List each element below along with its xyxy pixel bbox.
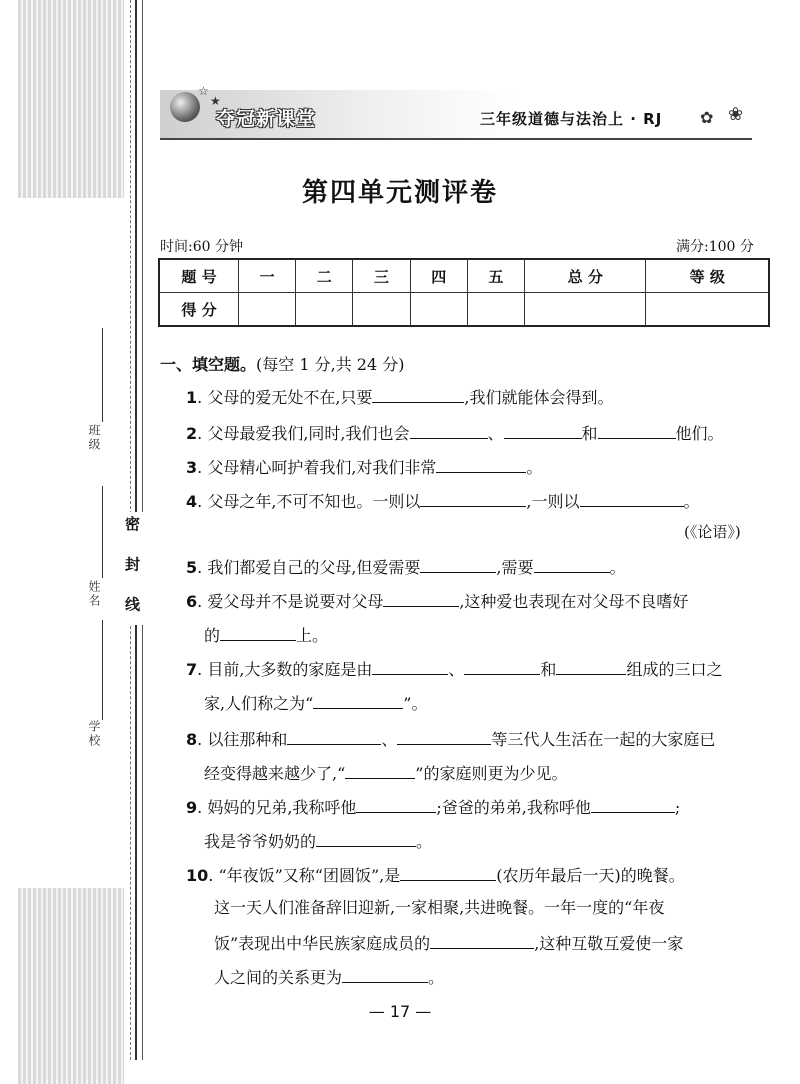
school-label: 学校 xyxy=(87,720,101,748)
question-text: . 爱父母并不是说要对父母 xyxy=(197,592,384,611)
question-number: 8 xyxy=(186,730,198,749)
score-input-cell[interactable] xyxy=(646,293,769,327)
question-text: 我是爷爷奶奶的 xyxy=(204,832,317,851)
school-field-line[interactable] xyxy=(102,620,103,720)
question-text: (农历年最后一天)的晚餐。 xyxy=(496,866,685,885)
question-text: 、 xyxy=(381,730,398,749)
answer-blank[interactable] xyxy=(372,658,448,675)
question-text: 。 xyxy=(428,968,445,987)
question-10 xyxy=(186,864,685,886)
subject-label: 三年级道德与法治上 · RJ xyxy=(480,110,663,128)
question-text: 饭”表现出中华民族家庭成员的 xyxy=(214,934,431,953)
question-text: 。 xyxy=(683,492,700,511)
butterfly-icon: ✿ xyxy=(700,108,714,127)
score-input-cell[interactable] xyxy=(296,293,353,327)
table-cell: 总 分 xyxy=(525,259,646,293)
score-input-cell[interactable] xyxy=(525,293,646,327)
question-10-cont-1: 这一天人们准备辞旧迎新,一家相聚,共进晚餐。一年一度的“年夜 xyxy=(214,898,665,917)
question-6-cont xyxy=(204,624,328,646)
full-score: 满分:100 分 xyxy=(676,239,754,255)
question-text: 组成的三口之 xyxy=(626,660,723,679)
question-number: 1 xyxy=(186,388,198,407)
answer-blank[interactable] xyxy=(534,556,610,573)
question-4 xyxy=(186,490,700,512)
table-cell: 五 xyxy=(467,259,524,293)
question-number: 4 xyxy=(186,492,198,511)
question-text: ,我们就能体会得到。 xyxy=(464,388,614,407)
question-text: 。 xyxy=(526,458,543,477)
question-text: ,一则以 xyxy=(526,492,580,511)
table-cell: 题 号 xyxy=(159,259,239,293)
answer-blank[interactable] xyxy=(342,966,428,983)
question-number: 6 xyxy=(186,592,198,611)
question-text: ”。 xyxy=(403,694,428,713)
question-10-cont-3 xyxy=(214,966,444,988)
star-icon: ★ xyxy=(210,94,221,108)
question-number: 3 xyxy=(186,458,198,477)
question-1 xyxy=(186,386,614,408)
question-text: . 父母最爱我们,同时,我们也会 xyxy=(197,424,410,443)
question-text: 。 xyxy=(609,558,626,577)
question-8-cont xyxy=(204,762,567,784)
question-5 xyxy=(186,556,626,578)
answer-blank[interactable] xyxy=(598,422,676,439)
section-heading xyxy=(160,352,404,375)
answer-blank[interactable] xyxy=(591,796,675,813)
question-text: 和 xyxy=(581,424,598,443)
answer-blank[interactable] xyxy=(313,692,403,709)
answer-blank[interactable] xyxy=(580,490,684,507)
brand-title: 夺冠新课堂 xyxy=(216,108,317,130)
answer-blank[interactable] xyxy=(220,624,296,641)
answer-blank[interactable] xyxy=(316,830,416,847)
question-text: 经变得越来越少了,“ xyxy=(204,764,346,783)
question-9-cont xyxy=(204,830,432,852)
question-6 xyxy=(186,590,688,612)
star-icon: ☆ xyxy=(198,84,209,98)
score-input-cell[interactable] xyxy=(467,293,524,327)
answer-blank[interactable] xyxy=(464,658,540,675)
question-text: ”的家庭则更为少见。 xyxy=(415,764,568,783)
question-text: 人之间的关系更为 xyxy=(214,968,343,987)
score-input-cell[interactable] xyxy=(410,293,467,327)
question-text: . 父母精心呵护着我们,对我们非常 xyxy=(197,458,437,477)
question-number: 9 xyxy=(186,798,198,817)
question-text: 的 xyxy=(204,626,221,645)
question-text: 上。 xyxy=(296,626,329,645)
table-cell: 等 级 xyxy=(646,259,769,293)
question-text: 和 xyxy=(540,660,557,679)
question-text: 。 xyxy=(416,832,433,851)
answer-blank[interactable] xyxy=(410,422,488,439)
question-text: . 妈妈的兄弟,我称呼他 xyxy=(197,798,357,817)
question-text: . 父母之年,不可不知也。一则以 xyxy=(197,492,421,511)
question-9 xyxy=(186,796,680,818)
answer-blank[interactable] xyxy=(356,796,436,813)
name-field-line[interactable] xyxy=(102,486,103,578)
question-text: . 我们都爱自己的父母,但爱需要 xyxy=(197,558,421,577)
binding-stripes-top xyxy=(18,0,124,198)
class-label: 班级 xyxy=(87,424,101,452)
score-table xyxy=(158,258,770,327)
answer-blank[interactable] xyxy=(287,728,381,745)
question-7 xyxy=(186,658,722,680)
question-number: 5 xyxy=(186,558,198,577)
question-text: ,这种爱也表现在对父母不良嗜好 xyxy=(459,592,689,611)
question-text: ,这种互敬互爱使一家 xyxy=(534,934,684,953)
table-cell: 三 xyxy=(353,259,410,293)
question-text: ; xyxy=(674,798,681,817)
question-text: 、 xyxy=(448,660,465,679)
table-cell: 二 xyxy=(296,259,353,293)
score-table-header-row xyxy=(159,259,769,293)
question-text: 、 xyxy=(487,424,504,443)
score-input-cell[interactable] xyxy=(239,293,296,327)
answer-blank[interactable] xyxy=(504,422,582,439)
question-text: ,需要 xyxy=(496,558,534,577)
binding-stripes-bottom xyxy=(18,888,124,1084)
section-points: (每空 1 分,共 24 分) xyxy=(256,355,405,374)
question-text: . 目前,大多数的家庭是由 xyxy=(197,660,373,679)
question-number: 7 xyxy=(186,660,198,679)
question-text: 他们。 xyxy=(675,424,724,443)
question-text: . 以往那种和 xyxy=(197,730,288,749)
question-3 xyxy=(186,456,542,478)
question-2 xyxy=(186,422,724,444)
question-text: 家,人们称之为“ xyxy=(204,694,314,713)
answer-blank[interactable] xyxy=(430,932,534,949)
question-8 xyxy=(186,728,715,750)
question-text: . 父母的爱无处不在,只要 xyxy=(197,388,373,407)
score-input-cell[interactable] xyxy=(353,293,410,327)
seal-line-label: 密 封 线 xyxy=(122,512,143,625)
apple-logo-icon xyxy=(170,92,200,122)
answer-blank[interactable] xyxy=(397,728,491,745)
quote-source: (《论语》) xyxy=(684,523,741,541)
question-number: 2 xyxy=(186,424,198,443)
page-number: — 17 — xyxy=(368,1002,432,1021)
question-10-cont-2 xyxy=(214,932,683,954)
butterfly-icon: ❀ xyxy=(728,104,744,125)
table-cell: 四 xyxy=(410,259,467,293)
name-label: 姓名 xyxy=(87,580,101,608)
answer-blank[interactable] xyxy=(400,864,496,881)
table-cell: 一 xyxy=(239,259,296,293)
time-limit: 时间:60 分钟 xyxy=(160,239,243,255)
score-table-score-row xyxy=(159,293,769,327)
question-text: 等三代人生活在一起的大家庭已 xyxy=(491,730,716,749)
question-number: 10 xyxy=(186,866,209,885)
answer-blank[interactable] xyxy=(345,762,415,779)
answer-blank[interactable] xyxy=(383,590,459,607)
answer-blank[interactable] xyxy=(420,556,496,573)
question-text: . “年夜饭”又称“团圆饭”,是 xyxy=(208,866,401,885)
page-title: 第四单元测评卷 xyxy=(301,178,498,208)
question-7-cont xyxy=(204,692,427,714)
section-title: 一、填空题。 xyxy=(160,355,257,374)
answer-blank[interactable] xyxy=(556,658,626,675)
answer-blank[interactable] xyxy=(420,490,526,507)
table-cell: 得 分 xyxy=(159,293,239,327)
answer-blank[interactable] xyxy=(372,386,464,403)
class-field-line[interactable] xyxy=(102,328,103,422)
question-text: ;爸爸的弟弟,我称呼他 xyxy=(436,798,591,817)
answer-blank[interactable] xyxy=(436,456,526,473)
